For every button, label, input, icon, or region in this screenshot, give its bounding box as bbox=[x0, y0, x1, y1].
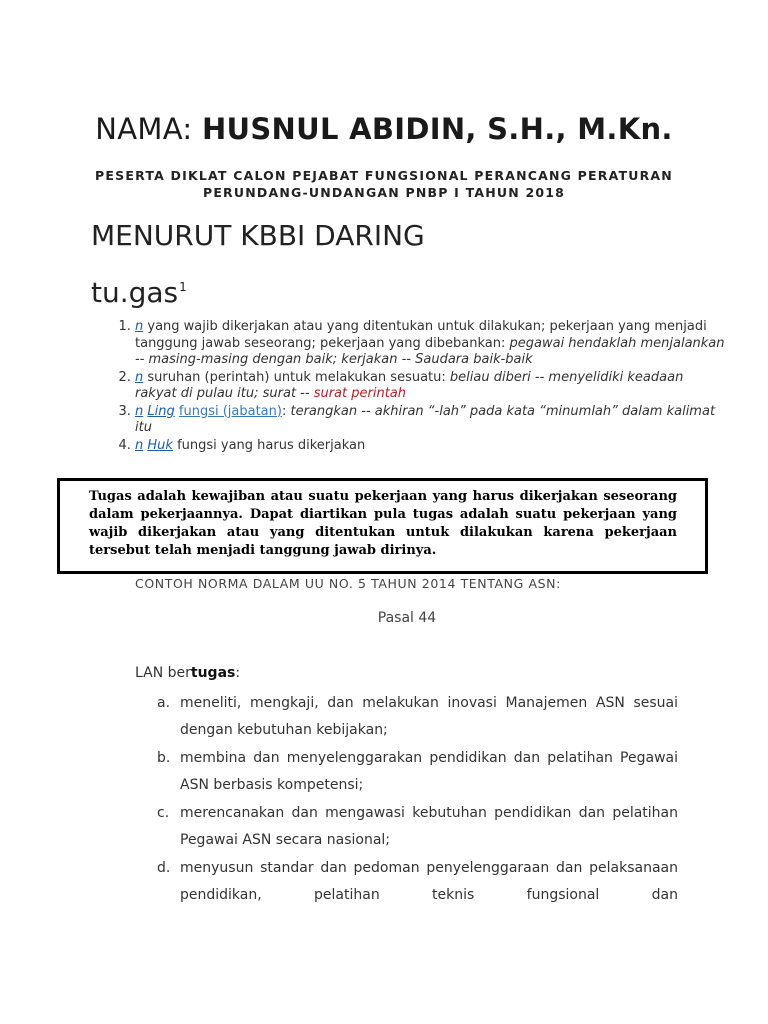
sense-red-note: surat perintah bbox=[313, 386, 407, 401]
sense-example: terangkan -- akhiran “-lah” pada kata “minumlah” dalam kalimat itu bbox=[135, 403, 716, 435]
item-text: membina dan menyelenggarakan pendidikan dan pelatihan Pegawai ASN berbasis kompetensi; bbox=[180, 750, 678, 793]
name-line bbox=[0, 112, 768, 146]
headword bbox=[91, 276, 187, 309]
sense-item bbox=[135, 404, 725, 437]
sense-text: suruhan (perintah) untuk melakukan sesuatu: bbox=[143, 369, 450, 385]
lan-intro-suffix: : bbox=[235, 665, 241, 681]
pos-link[interactable]: n bbox=[135, 437, 144, 453]
task-item bbox=[135, 690, 678, 744]
item-marker: d. bbox=[157, 860, 171, 876]
subtitle bbox=[60, 167, 708, 201]
label-link-huk[interactable]: Huk bbox=[147, 437, 173, 453]
headword-text: tu.gas bbox=[91, 276, 179, 309]
item-text: merencanakan dan mengawasi kebutuhan pendidikan dan pelatihan Pegawai ASN secara nasional; bbox=[180, 805, 678, 848]
sense-list bbox=[93, 319, 725, 455]
sense-example: pegawai hendaklah menjalankan -- masing-masing dengan baik; kerjakan -- Saudara baik-baik bbox=[135, 335, 725, 367]
task-item bbox=[135, 745, 678, 799]
fungsi-link[interactable]: fungsi (jabatan) bbox=[178, 403, 282, 419]
task-item bbox=[135, 800, 678, 854]
sense-item bbox=[135, 319, 725, 369]
pasal-title: Pasal 44 bbox=[377, 610, 437, 626]
sense-text: fungsi yang harus dikerjakan bbox=[172, 437, 366, 453]
pos-link[interactable]: n bbox=[135, 403, 144, 419]
lan-intro-bold: tugas bbox=[190, 665, 236, 681]
pos-link[interactable]: n bbox=[135, 369, 144, 385]
pos-link[interactable]: n bbox=[135, 319, 144, 334]
item-text: meneliti, mengkaji, dan melakukan inovasi Manajemen ASN sesuai dengan kebutuhan kebijakan; bbox=[180, 695, 678, 738]
sense-example: beliau diberi -- menyelidiki keadaan rakyat di pulau itu; surat -- bbox=[135, 369, 684, 401]
sense-text: : bbox=[281, 403, 291, 419]
item-marker: a. bbox=[157, 695, 171, 711]
task-list bbox=[135, 690, 678, 910]
item-marker: c. bbox=[157, 805, 170, 821]
item-marker: b. bbox=[157, 750, 171, 766]
subtitle-line-1: PESERTA DIKLAT CALON PEJABAT FUNGSIONAL PERANCANG PERATURAN bbox=[95, 168, 673, 183]
definition-box bbox=[57, 478, 708, 574]
sense-item bbox=[135, 370, 725, 403]
task-item bbox=[135, 855, 678, 909]
norma-heading: CONTOH NORMA DALAM UU NO. 5 TAHUN 2014 TENTANG ASN: bbox=[135, 576, 561, 591]
homonym-number: 1 bbox=[179, 280, 187, 294]
kbbi-heading: MENURUT KBBI DARING bbox=[91, 219, 425, 252]
item-text: menyusun standar dan pedoman penyelenggaraan dan pelaksanaan pendidikan, pelatihan teknis fungsional dan bbox=[180, 860, 678, 903]
lan-intro-prefix: LAN ber bbox=[135, 665, 191, 681]
subtitle-line-2: PERUNDANG-UNDANGAN PNBP I TAHUN 2018 bbox=[202, 185, 566, 200]
lan-intro bbox=[135, 665, 240, 681]
sense-text: yang wajib dikerjakan atau yang ditentukan untuk dilakukan; pekerjaan yang menjadi tanggung jawab seseorang; pekerjaan yang dibebankan: bbox=[135, 319, 707, 351]
sense-item bbox=[135, 438, 725, 455]
name-label: NAMA: bbox=[95, 112, 193, 146]
definition-text: Tugas adalah kewajiban atau suatu pekerjaan yang harus dikerjakan seseorang dalam pekerjaannya. Dapat diartikan pula tugas adalah suatu pekerjaan yang wajib dikerjakan atau yang ditentukan untuk dilakukan karena pekerjaan tersebut telah menjadi tanggung jawab dirinya. bbox=[89, 489, 677, 558]
name-value: HUSNUL ABIDIN, S.H., M.Kn. bbox=[201, 112, 673, 146]
label-link-ling[interactable]: Ling bbox=[147, 403, 175, 419]
